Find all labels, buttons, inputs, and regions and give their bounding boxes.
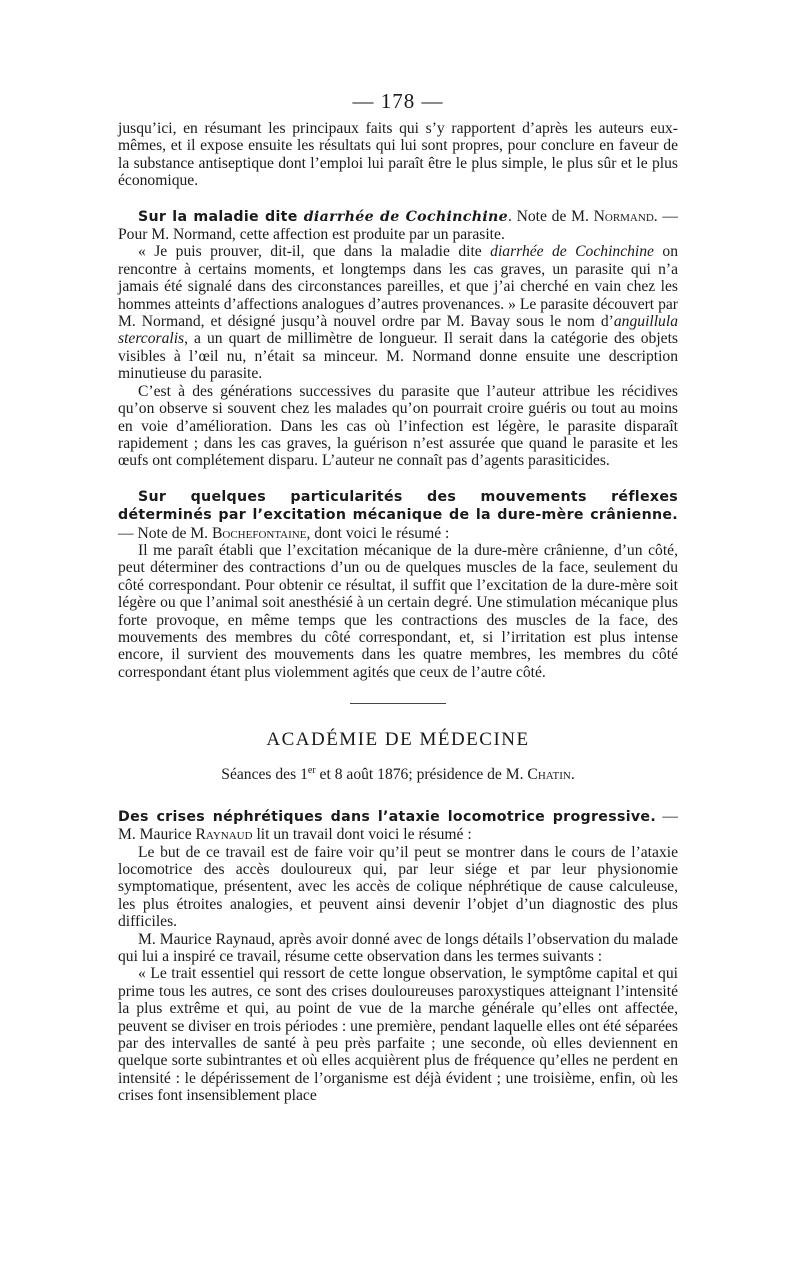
article-normand-quote bbox=[118, 243, 678, 382]
article-raynaud-author: Raynaud bbox=[195, 826, 253, 844]
article-normand-quote-italic1: diarrhée de Cochinchine bbox=[490, 243, 654, 261]
session-tail: . bbox=[570, 766, 575, 784]
article-bochefontaine-note-tail: , dont voici le résumé : bbox=[306, 524, 450, 542]
article-bochefontaine-paragraph: Il me paraît établi que l’excitation mécanique de la dure-mère crânienne, d’un côté, peut déterminer des contractions d’un ou de quelques muscles de la face, seulement du côté correspondant. Pour obtenir ce résultat, il suffit que l’excitation de la dure-mère soit légère ou que l’animal soit anesthésié à un certain degré. Une stimulation mécanique plus forte provoque, en même temps que les contractions des muscles de la face, des mouvements des membres du côté correspondant, et, si l’irritation est plus intense encore, il survient des mouvements dans les quatre membres, les membres du côté correspondant étant plus violemment agités que ceux de l’autre côté. bbox=[118, 541, 678, 681]
article-normand-intro: — Pour M. Normand, cette affection est produite par un parasite. bbox=[118, 207, 678, 244]
article-normand-quote-italic2: anguillula stercoralis bbox=[118, 313, 678, 348]
article-normand-quote-a: « Je puis prouver, dit-il, que dans la maladie dite bbox=[138, 243, 491, 261]
page-number: — 178 — bbox=[352, 89, 444, 113]
article-raynaud-paragraph1: Le but de ce travail est de faire voir qu’il peut se montrer dans le cours de l’ataxie locomotrice des accès douloureux qui, par leur siége et par leur physionomie symptomatique, présentent, avec les accès de colique néphrétique de cause calculeuse, les plus étroites analogies, et peuvent ainsi devenir l’objet d’un diagnostic des plus difficiles. bbox=[118, 843, 678, 931]
session-line bbox=[118, 762, 678, 784]
article-raynaud-heading-paragraph bbox=[118, 808, 678, 844]
session-mid: et 8 août 1876; présidence de M. bbox=[315, 766, 528, 784]
article-normand-title-tail: . Note de M. bbox=[508, 207, 594, 225]
session-lead: Séances des 1 bbox=[221, 766, 308, 784]
article-raynaud-title: Des crises néphrétiques dans l’ataxie locomotrice progressive. bbox=[118, 808, 657, 825]
article-bochefontaine-author: Bochefontaine bbox=[211, 524, 307, 542]
article-raynaud-paragraph2: M. Maurice Raynaud, après avoir donné avec de longs détails l’observation du malade qui lui a inspiré ce travail, résume cette observation dans les termes suivants : bbox=[118, 930, 678, 966]
intro-paragraph: jusqu’ici, en résumant les principaux faits qui s’y rapportent d’après les auteurs eux-mêmes, et il expose ensuite les résultats qui lui sont propres, pour conclure en faveur de la substance antiseptique dont l’emploi lui paraît être le plus simple, le plus sûr et le plus économique. bbox=[118, 120, 678, 190]
article-normand-quote-b: on rencontre à certains moments, et longtemps dans les cas graves, un parasite qui n’a jamais été signalé dans des circonstances pareilles, et que j’ai cherché en vain chez les hommes atteints d’affections analogues d’autres provenances. » Le parasite découvert par M. Normand, et désigné jusqu’à nouvel ordre par M. Bavay sous le nom d’ bbox=[118, 243, 678, 331]
article-bochefontaine-heading-paragraph bbox=[118, 488, 678, 542]
article-raynaud-note-lead: — M. Maurice bbox=[118, 807, 678, 844]
book-page bbox=[118, 88, 678, 1105]
section-title: ACADÉMIE DE MÉDECINE bbox=[266, 729, 530, 751]
article-normand-paragraph2: C’est à des générations successives du parasite que l’auteur attribue les récidives qu’on observe si souvent chez les malades qu’on pourrait croire guéris ou tout au moins en voie d’amélioration. Dans les cas où l’infection est légère, le parasite disparaît rapidement ; dans les cas graves, la guérison n’est assurée que quand le parasite et les œufs ont complétement disparu. L’auteur ne connaît pas d’agents parasiticides. bbox=[118, 382, 678, 470]
article-normand-quote-c: , a un quart de millimètre de longueur. Il serait dans la catégorie des objets visibles à l’œil nu, n’était sa minceur. M. Normand donne ensuite une description minutieuse du parasite. bbox=[118, 330, 678, 383]
article-bochefontaine-note-lead: — Note de M. bbox=[118, 524, 212, 542]
article-bochefontaine-title: Sur quelques particularités des mouvements réflexes déterminés par l’excitation mécanique de la dure-mère crânienne. bbox=[118, 488, 678, 524]
session-sup: er bbox=[307, 765, 316, 777]
article-raynaud-paragraph3: « Le trait essentiel qui ressort de cette longue observation, le symptôme capital et qui prime tous les autres, ce sont des crises douloureuses paroxystiques atteignant l’intensité la plus extrême et qui, au point de vue de la marche générale qu’elles ont affectée, peuvent se diviser en trois périodes : une première, pendant laquelle elles ont été séparées par des intervalles de santé à peu près parfaite ; une seconde, où elles deviennent en quelque sorte subintrantes et où elles acquièrent plus de fréquence qu’elles ne perdent en intensité : le dépérissement de l’organisme est déjà évident ; une troisième, enfin, où les crises font insensiblement place bbox=[118, 965, 678, 1105]
article-normand-title-lead: Sur la maladie dite bbox=[138, 208, 304, 225]
article-normand-title-italic: diarrhée de Cochinchine bbox=[303, 208, 508, 225]
article-raynaud-note-tail: lit un travail dont voici le résumé : bbox=[252, 826, 472, 844]
section-divider bbox=[350, 703, 446, 704]
article-normand-heading-paragraph bbox=[118, 208, 678, 244]
session-president: Chatin bbox=[527, 766, 571, 784]
article-normand-author: Normand. bbox=[593, 207, 658, 225]
